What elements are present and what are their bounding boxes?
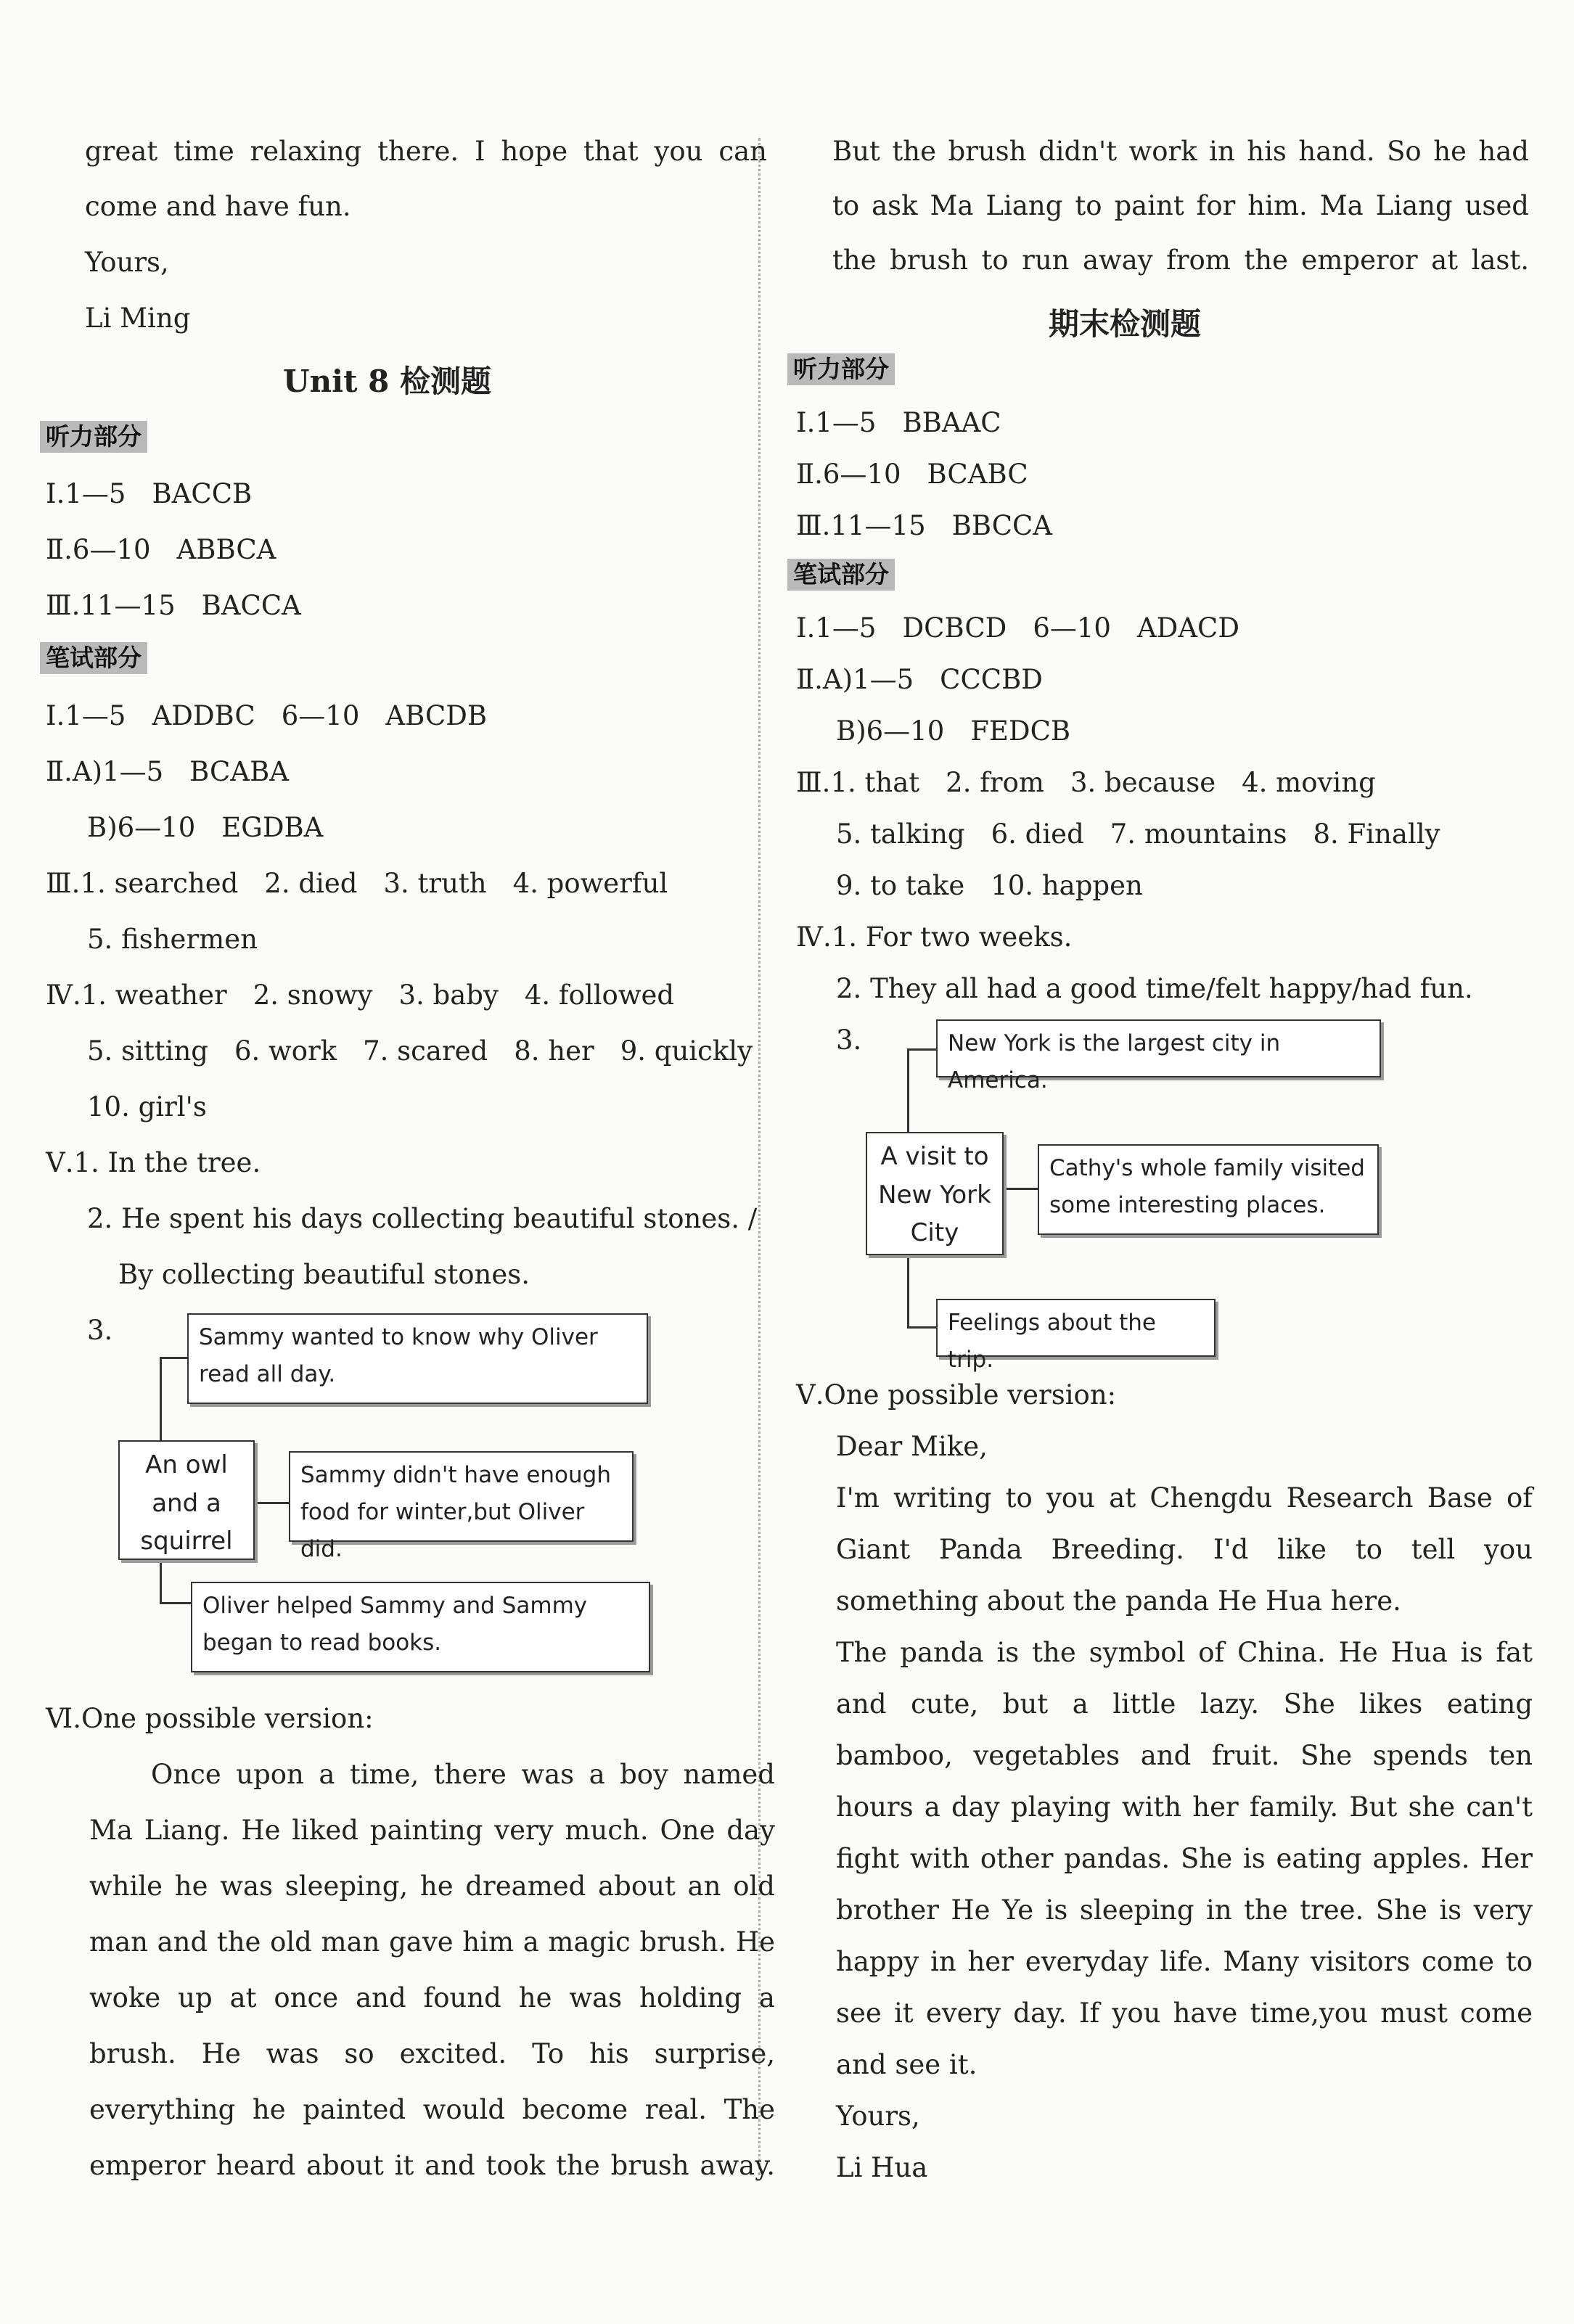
diagram-connector xyxy=(907,1255,909,1328)
writing-answer-2a: Ⅱ.A)1—5 CCCBD xyxy=(796,664,1043,695)
diagram-center-box: A visit to New York City xyxy=(866,1132,1004,1255)
letter-greeting: Dear Mike, xyxy=(836,1431,988,1462)
final-exam-title: 期末检测题 xyxy=(1049,306,1202,342)
letter-closing: Yours, xyxy=(836,2101,920,2132)
writing-answer-1: Ⅰ.1—5 ADDBC 6—10 ABCDB xyxy=(46,700,488,731)
letter-line: come and have fun. xyxy=(85,191,351,222)
listening-answer-1: Ⅰ.1—5 BBAAC xyxy=(796,407,1001,438)
writing-answer-5-2: 2. He spent his days collecting beautiful stones. / xyxy=(87,1203,758,1234)
story-line: But the brush didn't work in his hand. So he had xyxy=(832,136,1529,167)
writing-answer-4-2: 2. They all had a good time/felt happy/had fun. xyxy=(836,973,1473,1004)
listening-answer-2: Ⅱ.6—10 BCABC xyxy=(796,459,1028,490)
listening-section-label: 听力部分 xyxy=(787,353,895,385)
diagram-box-bottom: Feelings about the trip. xyxy=(936,1299,1216,1357)
writing-answer-2b: B)6—10 FEDCB xyxy=(836,715,1071,747)
writing-answer-4-cont: 5. sitting 6. work 7. scared 8. her 9. quickly xyxy=(87,1035,753,1067)
writing-section-label: 笔试部分 xyxy=(40,642,147,674)
letter-closing: Yours, xyxy=(85,247,169,278)
writing-answer-5-1: Ⅴ.1. In the tree. xyxy=(46,1147,261,1178)
diagram-box-bottom: Oliver helped Sammy and Sammy began to read books. xyxy=(191,1582,650,1672)
unit-8-title: Unit 8 检测题 xyxy=(283,364,492,399)
listening-answer-2: Ⅱ.6—10 ABBCA xyxy=(46,534,276,565)
writing-answer-2b: B)6—10 EGDBA xyxy=(87,812,324,843)
diagram-center-box: An owl and a squirrel xyxy=(118,1440,255,1560)
listening-answer-3: Ⅲ.11—15 BACCA xyxy=(46,590,301,621)
writing-answer-3-cont: 5. talking 6. died 7. mountains 8. Finally xyxy=(836,818,1440,850)
column-divider xyxy=(758,138,761,2175)
letter-signature: Li Ming xyxy=(85,303,191,334)
writing-answer-2a: Ⅱ.A)1—5 BCABA xyxy=(46,756,289,787)
letter-line: great time relaxing there. I hope that you can xyxy=(85,136,767,167)
writing-answer-4: Ⅳ.1. weather 2. snowy 3. baby 4. followed xyxy=(46,980,675,1011)
diagram-box-middle: Sammy didn't have enough food for winter,but Oliver did. xyxy=(289,1451,634,1542)
diagram-box-top: Sammy wanted to know why Oliver read all day. xyxy=(187,1313,648,1404)
writing-answer-5-3: 3. xyxy=(87,1315,113,1346)
listening-answer-1: Ⅰ.1—5 BACCB xyxy=(46,478,253,509)
writing-answer-1: Ⅰ.1—5 DCBCD 6—10 ADACD xyxy=(796,612,1240,644)
writing-answer-4-1: Ⅳ.1. For two weeks. xyxy=(796,921,1073,953)
writing-answer-4-3: 3. xyxy=(836,1025,862,1056)
writing-answer-6-label: Ⅵ.One possible version: xyxy=(46,1703,374,1734)
writing-answer-3: Ⅲ.1. that 2. from 3. because 4. moving xyxy=(796,767,1376,798)
writing-answer-3-cont: 5. fishermen xyxy=(87,924,258,955)
listening-section-label: 听力部分 xyxy=(40,421,147,453)
letter-signature: Li Hua xyxy=(836,2152,928,2183)
writing-answer-3: Ⅲ.1. searched 2. died 3. truth 4. powerful xyxy=(46,868,668,899)
story-line: the brush to run away from the emperor at last. xyxy=(832,245,1529,276)
writing-answer-5-label: Ⅴ.One possible version: xyxy=(796,1379,1117,1411)
writing-answer-3-cont2: 9. to take 10. happen xyxy=(836,870,1143,901)
story-line: to ask Ma Liang to paint for him. Ma Liang used xyxy=(832,190,1529,221)
diagram-box-top: New York is the largest city in America. xyxy=(936,1019,1381,1077)
writing-section-label: 笔试部分 xyxy=(787,559,895,591)
writing-answer-5-2b: By collecting beautiful stones. xyxy=(118,1259,530,1290)
writing-answer-4-cont2: 10. girl's xyxy=(87,1091,207,1122)
listening-answer-3: Ⅲ.11—15 BBCCA xyxy=(796,510,1053,541)
diagram-box-middle: Cathy's whole family visited some interesting places. xyxy=(1038,1144,1379,1235)
